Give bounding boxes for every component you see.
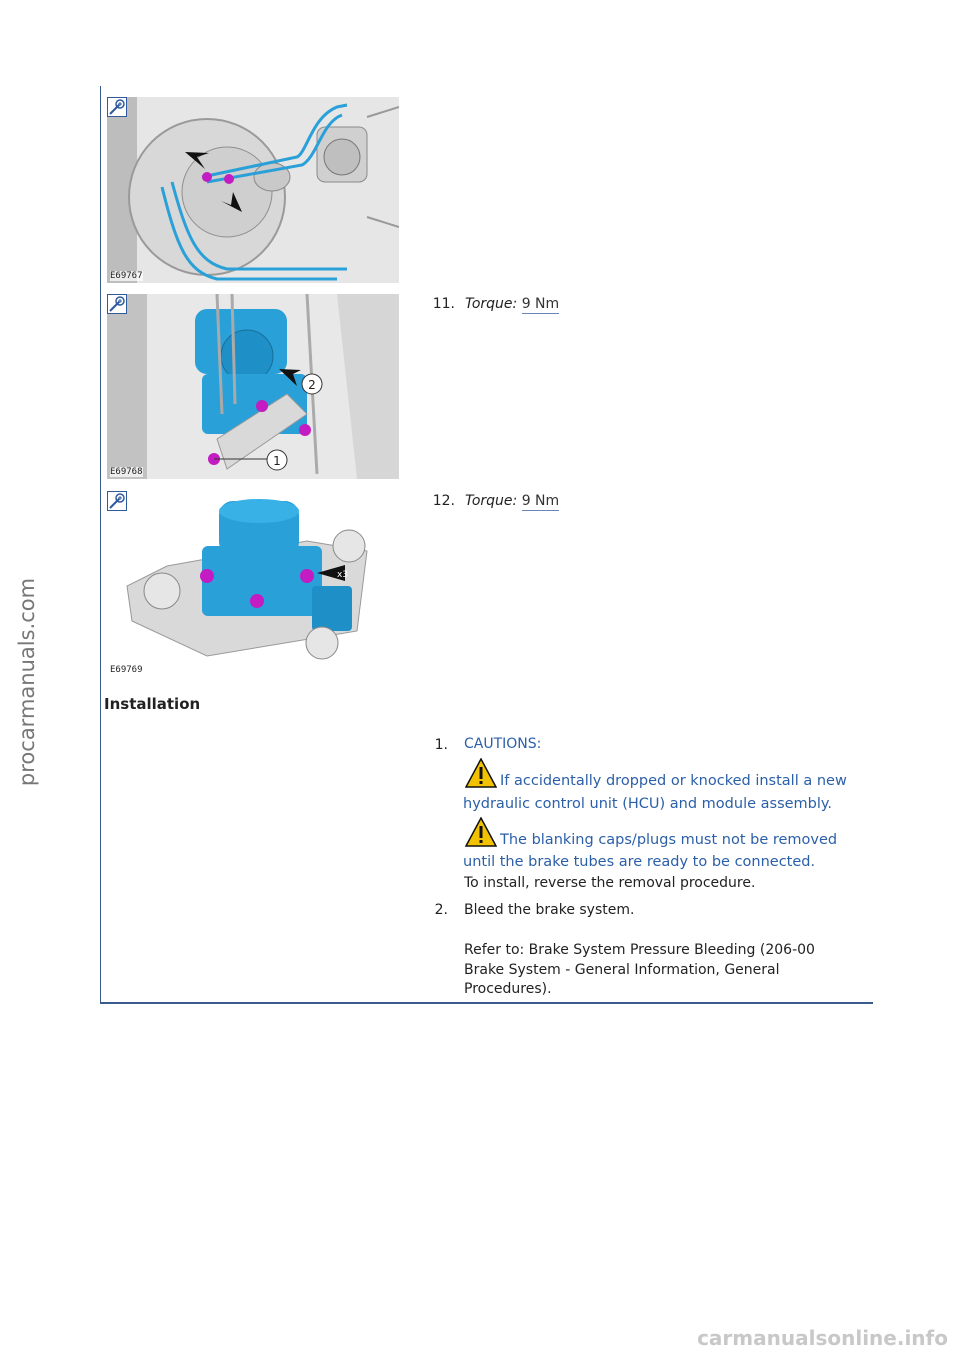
figure-id-label: E69767 — [110, 271, 143, 281]
step-number: 12. — [432, 493, 455, 509]
caution-text: hydraulic control unit (HCU) and module assembly. — [463, 796, 833, 812]
side-watermark-text: procarmanuals.com — [15, 577, 39, 787]
callout-1: 1 — [273, 454, 281, 468]
callout-x3: x3 — [337, 570, 349, 580]
step-instruction: To install, reverse the removal procedure. — [464, 875, 756, 891]
torque-label: Torque: — [465, 493, 518, 509]
zoom-icon[interactable] — [107, 294, 127, 314]
caution-text: until the brake tubes are ready to be connected. — [463, 854, 816, 870]
bottom-watermark: carmanualsonline.info — [697, 1326, 948, 1350]
figure-id-label: E69769 — [110, 665, 143, 675]
figure-id-label: E69768 — [110, 467, 143, 477]
torque-spec — [465, 296, 559, 312]
cautions-label: CAUTIONS: — [464, 736, 542, 752]
reference-text: Refer to: Brake System Pressure Bleeding (206-00 — [464, 942, 815, 958]
figure-brake-tubes — [107, 97, 399, 283]
side-watermark — [2, 560, 42, 820]
zoom-icon[interactable] — [107, 491, 127, 511]
caution-text: The blanking caps/plugs must not be removed — [500, 832, 838, 848]
torque-value-link[interactable]: 9 Nm — [521, 296, 560, 312]
zoom-icon[interactable] — [107, 97, 127, 117]
figure-hcu-bracket — [107, 491, 399, 677]
reference-text: Brake System - General Information, General — [464, 962, 780, 978]
torque-spec — [465, 493, 559, 509]
step-number: 1. — [434, 737, 448, 753]
callout-2: 2 — [308, 378, 316, 392]
figure-hcu-mounting — [107, 294, 399, 479]
section-title: Installation — [104, 695, 201, 713]
step-number: 2. — [434, 902, 448, 918]
reference-text: Procedures). — [464, 981, 552, 997]
step-instruction: Bleed the brake system. — [464, 902, 635, 918]
caution-text: If accidentally dropped or knocked install a new — [500, 773, 847, 789]
step-number: 11. — [432, 296, 455, 312]
torque-label: Torque: — [465, 296, 518, 312]
torque-value-link[interactable]: 9 Nm — [521, 493, 560, 509]
